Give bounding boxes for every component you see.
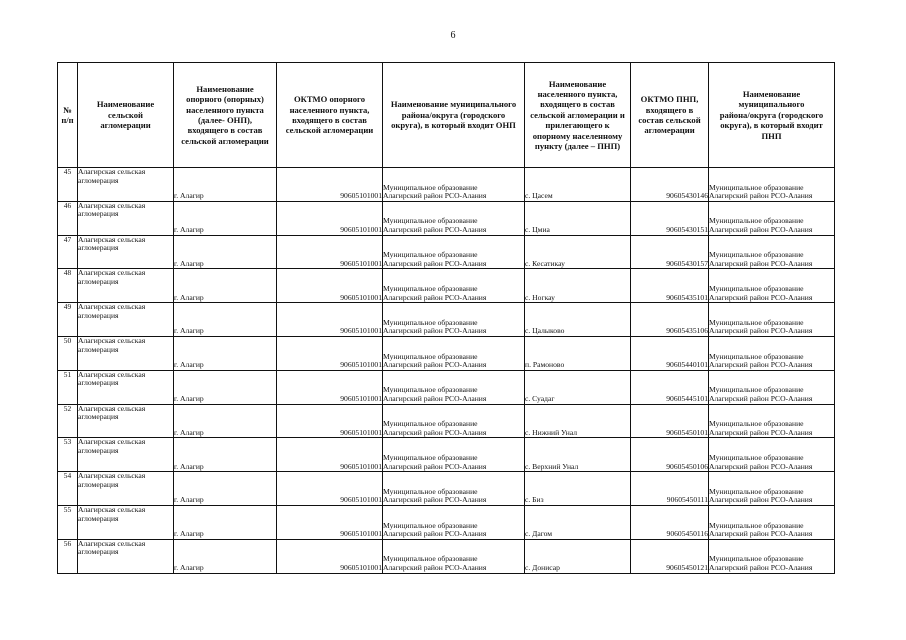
agglomeration-cell	[78, 505, 174, 539]
municipality-line-1: Муниципальное образование	[383, 182, 478, 192]
agglomeration-line-1: Алагирская сельская	[78, 302, 146, 312]
municipality-line-2: Алагирский район РСО-Алания	[383, 393, 487, 403]
onp-municipality-cell	[383, 370, 525, 404]
row-number: 55	[58, 505, 78, 539]
agglomeration-line-2: агломерация	[78, 378, 119, 388]
pnp-municipality-cell	[709, 168, 835, 202]
municipality-line-2: Алагирский район РСО-Алания	[383, 495, 487, 505]
header-pnp-name	[525, 63, 631, 168]
header-pnp-oktmo	[631, 63, 709, 168]
pnp-name-cell: с. Цалыково	[525, 303, 631, 337]
row-number: 52	[58, 404, 78, 438]
municipality-line-1: Муниципальное образование	[709, 520, 804, 530]
onp-oktmo-cell: 90605101001	[277, 472, 383, 506]
agglomeration-line-2: агломерация	[78, 412, 119, 422]
onp-municipality-cell	[383, 539, 525, 573]
pnp-name-cell: с. Цасем	[525, 168, 631, 202]
pnp-oktmo-cell: 90605430151	[631, 201, 709, 235]
agglomeration-line-2: агломерация	[78, 513, 119, 523]
municipality-line-2: Алагирский район РСО-Алания	[383, 191, 487, 201]
onp-municipality-cell	[383, 269, 525, 303]
onp-oktmo-cell: 90605101001	[277, 539, 383, 573]
agglomeration-line-1: Алагирская сельская	[78, 370, 146, 379]
agglomeration-cell	[78, 168, 174, 202]
onp-name-cell: г. Алагир	[174, 303, 277, 337]
table-row	[58, 472, 835, 506]
header-agglomeration-text: Наименование сельской агломерации	[96, 99, 155, 131]
onp-municipality-cell	[383, 235, 525, 269]
municipality-line-2: Алагирский район РСО-Алания	[383, 360, 487, 370]
agglomeration-line-1: Алагирская сельская	[78, 336, 146, 345]
agglomeration-cell	[78, 269, 174, 303]
agglomeration-line-1: Алагирская сельская	[78, 235, 146, 244]
row-number: 56	[58, 539, 78, 573]
pnp-municipality-cell	[709, 336, 835, 370]
header-agglomeration	[78, 63, 174, 168]
municipality-line-2: Алагирский район РСО-Алания	[709, 529, 813, 539]
onp-oktmo-cell: 90605101001	[277, 168, 383, 202]
agglomeration-line-1: Алагирская сельская	[78, 201, 146, 210]
onp-municipality-cell	[383, 168, 525, 202]
pnp-municipality-cell	[709, 438, 835, 472]
onp-municipality-cell	[383, 303, 525, 337]
municipality-line-2: Алагирский район РСО-Алания	[709, 258, 813, 268]
onp-oktmo-cell: 90605101001	[277, 269, 383, 303]
table-body	[58, 168, 835, 574]
pnp-name-cell: с. Биз	[525, 472, 631, 506]
municipality-line-1: Муниципальное образование	[709, 554, 804, 564]
agglomeration-cell	[78, 438, 174, 472]
pnp-oktmo-cell: 90605435106	[631, 303, 709, 337]
agglomeration-cell	[78, 303, 174, 337]
municipality-line-1: Муниципальное образование	[709, 317, 804, 327]
pnp-municipality-cell	[709, 539, 835, 573]
onp-oktmo-cell: 90605101001	[277, 303, 383, 337]
table-row	[58, 404, 835, 438]
agglomeration-line-1: Алагирская сельская	[78, 404, 146, 413]
row-number: 47	[58, 235, 78, 269]
municipality-line-2: Алагирский район РСО-Алания	[383, 427, 487, 437]
onp-name-cell: г. Алагир	[174, 235, 277, 269]
agglomeration-line-1: Алагирская сельская	[78, 539, 146, 548]
municipality-line-1: Муниципальное образование	[709, 385, 804, 395]
pnp-oktmo-cell: 90605450111	[631, 472, 709, 506]
agglomeration-line-2: агломерация	[78, 479, 119, 489]
agglomeration-table	[57, 62, 835, 574]
pnp-municipality-cell	[709, 303, 835, 337]
onp-municipality-cell	[383, 336, 525, 370]
onp-name-cell: г. Алагир	[174, 505, 277, 539]
municipality-line-1: Муниципальное образование	[383, 419, 478, 429]
header-pnp-municipality-text: Наименование муниципального района/округа (городского округа), в который входит ПНП	[719, 88, 824, 141]
pnp-municipality-cell	[709, 472, 835, 506]
municipality-line-1: Муниципальное образование	[383, 554, 478, 564]
municipality-line-2: Алагирский район РСО-Алания	[709, 393, 813, 403]
table-header	[58, 63, 835, 168]
municipality-line-1: Муниципальное образование	[709, 182, 804, 192]
onp-oktmo-cell: 90605101001	[277, 336, 383, 370]
header-num	[58, 63, 78, 168]
municipality-line-1: Муниципальное образование	[709, 419, 804, 429]
municipality-line-1: Муниципальное образование	[709, 284, 804, 293]
municipality-line-2: Алагирский район РСО-Алания	[709, 225, 813, 234]
pnp-name-cell: с. Верхний Унал	[525, 438, 631, 472]
municipality-line-2: Алагирский район РСО-Алания	[709, 292, 813, 302]
municipality-line-2: Алагирский район РСО-Алания	[383, 225, 487, 234]
municipality-line-1: Муниципальное образование	[383, 452, 478, 462]
agglomeration-line-2: агломерация	[78, 310, 119, 320]
pnp-name-cell: п. Рамоново	[525, 336, 631, 370]
onp-oktmo-cell: 90605101001	[277, 201, 383, 235]
pnp-name-cell: с. Донисар	[525, 539, 631, 573]
header-onp-municipality-text: Наименование муниципального района/округа (городского округа), в который входит ОНП	[390, 99, 517, 131]
municipality-line-2: Алагирский район РСО-Алания	[709, 326, 813, 336]
page-number: 6	[450, 30, 456, 41]
onp-municipality-cell	[383, 472, 525, 506]
agglomeration-cell	[78, 201, 174, 235]
onp-municipality-cell	[383, 438, 525, 472]
agglomeration-cell	[78, 539, 174, 573]
agglomeration-cell	[78, 235, 174, 269]
municipality-line-2: Алагирский район РСО-Алания	[383, 529, 487, 539]
table-row	[58, 336, 835, 370]
agglomeration-cell	[78, 336, 174, 370]
pnp-oktmo-cell: 90605450106	[631, 438, 709, 472]
row-number: 45	[58, 168, 78, 202]
pnp-oktmo-cell: 90605445101	[631, 370, 709, 404]
municipality-line-2: Алагирский район РСО-Алания	[383, 258, 487, 268]
pnp-oktmo-cell: 90605450116	[631, 505, 709, 539]
municipality-line-1: Муниципальное образование	[383, 351, 478, 361]
onp-name-cell: г. Алагир	[174, 168, 277, 202]
municipality-line-1: Муниципальное образование	[383, 317, 478, 327]
row-number: 46	[58, 201, 78, 235]
municipality-line-1: Муниципальное образование	[383, 216, 478, 226]
pnp-municipality-cell	[709, 201, 835, 235]
row-number: 53	[58, 438, 78, 472]
agglomeration-line-1: Алагирская сельская	[78, 505, 146, 514]
agglomeration-line-1: Алагирская сельская	[78, 471, 146, 481]
row-number: 48	[58, 269, 78, 303]
municipality-line-2: Алагирский район РСО-Алания	[709, 562, 813, 572]
onp-name-cell: г. Алагир	[174, 404, 277, 438]
pnp-oktmo-cell: 90605430146	[631, 168, 709, 202]
municipality-line-1: Муниципальное образование	[709, 250, 804, 260]
pnp-name-cell: с. Цмиа	[525, 201, 631, 235]
municipality-line-1: Муниципальное образование	[709, 452, 804, 462]
pnp-municipality-cell	[709, 370, 835, 404]
table-row	[58, 168, 835, 202]
header-onp-name-text: Наименование опорного (опорных) населенного пункта (далее- ОНП), входящего в состав сельской агломерации	[181, 83, 269, 146]
pnp-municipality-cell	[709, 505, 835, 539]
header-onp-oktmo	[277, 63, 383, 168]
onp-name-cell: г. Алагир	[174, 370, 277, 404]
municipality-line-1: Муниципальное образование	[383, 284, 478, 293]
pnp-name-cell: с. Дагом	[525, 505, 631, 539]
pnp-municipality-cell	[709, 235, 835, 269]
municipality-line-1: Муниципальное образование	[383, 385, 478, 395]
onp-oktmo-cell: 90605101001	[277, 505, 383, 539]
row-number: 54	[58, 472, 78, 506]
onp-municipality-cell	[383, 404, 525, 438]
onp-oktmo-cell: 90605101001	[277, 370, 383, 404]
municipality-line-1: Муниципальное образование	[383, 250, 478, 260]
onp-name-cell: г. Алагир	[174, 438, 277, 472]
municipality-line-1: Муниципальное образование	[383, 520, 478, 530]
onp-name-cell: г. Алагир	[174, 336, 277, 370]
onp-name-cell: г. Алагир	[174, 539, 277, 573]
municipality-line-2: Алагирский район РСО-Алания	[709, 461, 813, 471]
municipality-line-2: Алагирский район РСО-Алания	[709, 495, 813, 505]
row-number: 51	[58, 370, 78, 404]
onp-oktmo-cell: 90605101001	[277, 235, 383, 269]
municipality-line-1: Муниципальное образование	[383, 486, 478, 496]
pnp-oktmo-cell: 90605430157	[631, 235, 709, 269]
onp-name-cell: г. Алагир	[174, 201, 277, 235]
row-number: 49	[58, 303, 78, 337]
municipality-line-2: Алагирский район РСО-Алания	[383, 326, 487, 336]
onp-name-cell: г. Алагир	[174, 269, 277, 303]
table-row	[58, 438, 835, 472]
pnp-oktmo-cell: 90605450121	[631, 539, 709, 573]
agglomeration-line-2: агломерация	[78, 243, 119, 253]
onp-municipality-cell	[383, 505, 525, 539]
table-row	[58, 539, 835, 573]
pnp-municipality-cell	[709, 269, 835, 303]
pnp-oktmo-cell: 90605450101	[631, 404, 709, 438]
municipality-line-2: Алагирский район РСО-Алания	[709, 427, 813, 437]
onp-municipality-cell	[383, 201, 525, 235]
municipality-line-2: Алагирский район РСО-Алания	[383, 292, 487, 302]
municipality-line-2: Алагирский район РСО-Алания	[709, 191, 813, 201]
agglomeration-cell	[78, 472, 174, 506]
table-row	[58, 505, 835, 539]
municipality-line-2: Алагирский район РСО-Алания	[383, 562, 487, 572]
pnp-name-cell: с. Нижний Унал	[525, 404, 631, 438]
agglomeration-line-1: Алагирская сельская	[78, 268, 146, 278]
agglomeration-line-2: агломерация	[78, 175, 119, 185]
municipality-line-2: Алагирский район РСО-Алания	[383, 461, 487, 471]
municipality-line-1: Муниципальное образование	[709, 216, 804, 226]
municipality-line-2: Алагирский район РСО-Алания	[709, 360, 813, 370]
pnp-oktmo-cell: 90605435101	[631, 269, 709, 303]
municipality-line-1: Муниципальное образование	[709, 351, 804, 361]
pnp-municipality-cell	[709, 404, 835, 438]
header-pnp-municipality	[709, 63, 835, 168]
header-pnp-name-text: Наименование населенного пункта, входящего в состав сельской агломерации и прилегающего к опорному населенному пункту (далее – ПНП)	[530, 78, 625, 152]
agglomeration-line-2: агломерация	[78, 276, 119, 286]
agglomeration-line-2: агломерация	[78, 547, 119, 557]
table-row	[58, 370, 835, 404]
table-row	[58, 303, 835, 337]
onp-oktmo-cell: 90605101001	[277, 404, 383, 438]
header-num-text: № п/п	[61, 104, 74, 125]
agglomeration-line-2: агломерация	[78, 445, 119, 455]
row-number: 50	[58, 336, 78, 370]
pnp-name-cell: с. Кесатикау	[525, 235, 631, 269]
agglomeration-cell	[78, 370, 174, 404]
header-onp-name	[174, 63, 277, 168]
header-onp-oktmo-text: ОКТМО опорного населенного пункта, входящего в состав сельской агломерации	[285, 94, 374, 136]
agglomeration-line-1: Алагирская сельская	[78, 167, 146, 176]
onp-name-cell: г. Алагир	[174, 472, 277, 506]
agglomeration-line-1: Алагирская сельская	[78, 437, 146, 447]
table-row	[58, 269, 835, 303]
onp-oktmo-cell: 90605101001	[277, 438, 383, 472]
table-row	[58, 201, 835, 235]
pnp-oktmo-cell: 90605440101	[631, 336, 709, 370]
municipality-line-1: Муниципальное образование	[709, 486, 804, 496]
header-onp-municipality	[383, 63, 525, 168]
agglomeration-cell	[78, 404, 174, 438]
pnp-name-cell: с. Суадаг	[525, 370, 631, 404]
agglomeration-line-2: агломерация	[78, 209, 119, 219]
agglomeration-line-2: агломерация	[78, 344, 119, 354]
pnp-name-cell: с. Ногкау	[525, 269, 631, 303]
header-pnp-oktmo-text: ОКТМО ПНП, входящего в состав сельской агломерации	[638, 94, 701, 136]
table-row	[58, 235, 835, 269]
